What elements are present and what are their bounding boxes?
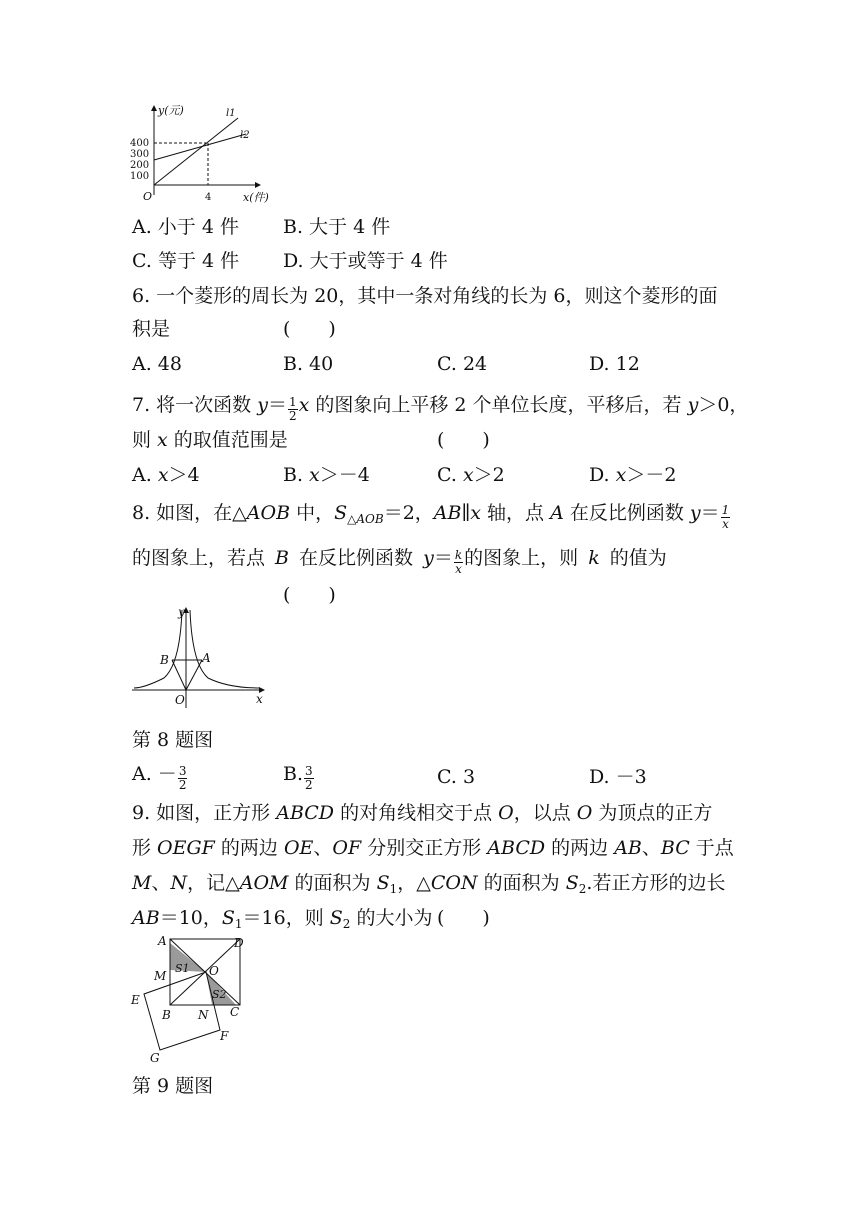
q8-option-d[interactable]: D. －3 — [589, 766, 647, 788]
y-tick-200: 200 — [130, 160, 150, 171]
line-l2 — [154, 134, 246, 160]
q5-option-b[interactable]: B. 大于 4 件 — [283, 216, 391, 238]
label-C: C — [230, 1005, 240, 1019]
q7-option-d[interactable]: D. x＞－2 — [589, 464, 677, 486]
origin-label: O — [175, 693, 185, 707]
q9-stem-line3: M、N，记△AOM 的面积为 $S_1$，△CON 的面积为 $S_2$.若正方形的边长 — [132, 872, 726, 896]
point-A-label: A — [202, 651, 211, 665]
label-E: E — [131, 993, 140, 1007]
q8-option-c[interactable]: C. 3 — [437, 766, 476, 788]
q9-stem-line4: AB＝10，$S_1=16$，则 $S_2$ 的大小为 — [132, 907, 433, 931]
q9-answer-paren: ( ) — [437, 907, 490, 929]
origin-label: O — [143, 190, 153, 203]
label-B: B — [162, 1008, 171, 1022]
q8-graph — [128, 604, 278, 708]
label-D: D — [234, 936, 244, 950]
label-G: G — [150, 1051, 160, 1065]
q7-answer-paren: ( ) — [437, 429, 490, 451]
q8-figure-caption: 第 8 题图 — [132, 729, 214, 751]
q7-option-a[interactable]: A. x＞4 — [132, 464, 200, 486]
q6-option-b[interactable]: B. 40 — [283, 353, 334, 375]
line1-label: l1 — [226, 108, 236, 119]
q9-stem-line2: 形 OEGF 的两边 OE、OF 分别交正方形 ABCD 的两边 AB、BC 于点 — [132, 837, 734, 859]
q9-figure-caption: 第 9 题图 — [132, 1075, 214, 1097]
q5-option-a[interactable]: A. 小于 4 件 — [132, 216, 239, 238]
label-M: M — [154, 969, 167, 983]
curve-left — [134, 610, 182, 688]
x-tick-4: 4 — [205, 192, 212, 203]
q5-option-d[interactable]: D. 大于或等于 4 件 — [283, 250, 448, 272]
q7-stem-line2: 则 x 的取值范围是 — [132, 429, 288, 451]
q8-fraction-k-over-x: $\frac{k}{x}$ — [454, 548, 463, 576]
q8-option-a[interactable]: A. － $\frac{3}{2}$ — [132, 763, 187, 792]
q8-stem-line2: 的图象上，若点 B 在反比例函数 y＝ $\frac{k}{x}$ 的图象上，则 k 的值为 — [132, 547, 667, 576]
q7-option-b[interactable]: B. x＞－4 — [283, 464, 370, 486]
label-S1: S1 — [175, 962, 190, 975]
q8-stem-line1: 8. 如图，在△AOB 中，$S_{\triangle AOB}=2$，AB∥x 轴，点 A 在反比例函数 y＝ $\frac{1}{x}$ — [132, 502, 730, 531]
q6-stem-line1: 6. 一个菱形的周长为 20，其中一条对角线的长为 6，则这个菱形的面 — [132, 285, 718, 307]
q7-option-c[interactable]: C. x＞2 — [437, 464, 505, 486]
q6-answer-paren: ( ) — [283, 318, 336, 340]
y-tick-400: 400 — [130, 138, 150, 149]
label-S2: S2 — [212, 988, 227, 1001]
q5-option-c[interactable]: C. 等于 4 件 — [132, 250, 240, 272]
q6-stem-line2 — [132, 316, 170, 342]
q9-figure — [128, 934, 268, 1066]
curve-right — [190, 610, 260, 688]
label-O: O — [209, 964, 219, 978]
q8-option-b[interactable]: B. $\frac{3}{2}$ — [283, 763, 313, 792]
y-tick-300: 300 — [130, 149, 150, 160]
x-label: x — [256, 692, 263, 706]
q7-fraction: $\frac{1}{2}$ — [288, 395, 297, 423]
q7-stem-line1: 7. 将一次函数 y＝ $\frac{1}{2}$ x 的图象向上平移 2 个单位长度，平移后，若 y＞0， — [132, 394, 749, 423]
q6-option-a[interactable]: A. 48 — [132, 353, 182, 375]
square-OEGF — [144, 972, 220, 1050]
y-tick-100: 100 — [130, 171, 150, 182]
q6-stem-text: 积是 — [132, 318, 171, 340]
q8-answer-paren: ( ) — [283, 584, 336, 606]
y-label: y — [178, 605, 185, 619]
line2-label: l2 — [240, 130, 250, 141]
q5-graph — [128, 100, 288, 210]
q6-option-d[interactable]: D. 12 — [589, 353, 640, 375]
line-l1 — [154, 118, 238, 185]
q9-stem-line1: 9. 如图，正方形 ABCD 的对角线相交于点 O，以点 O 为顶点的正方 — [132, 802, 713, 824]
label-A: A — [158, 934, 167, 948]
q8-fraction-1-over-x: $\frac{1}{x}$ — [721, 503, 730, 531]
x-axis-label: x(件) — [243, 191, 269, 204]
y-axis-label: y(元) — [158, 104, 184, 117]
label-N: N — [198, 1008, 209, 1022]
point-B-label: B — [160, 653, 169, 667]
q6-option-c[interactable]: C. 24 — [437, 353, 488, 375]
segment-OA — [186, 660, 202, 690]
segment-OB — [172, 660, 186, 690]
label-F: F — [220, 1029, 229, 1043]
